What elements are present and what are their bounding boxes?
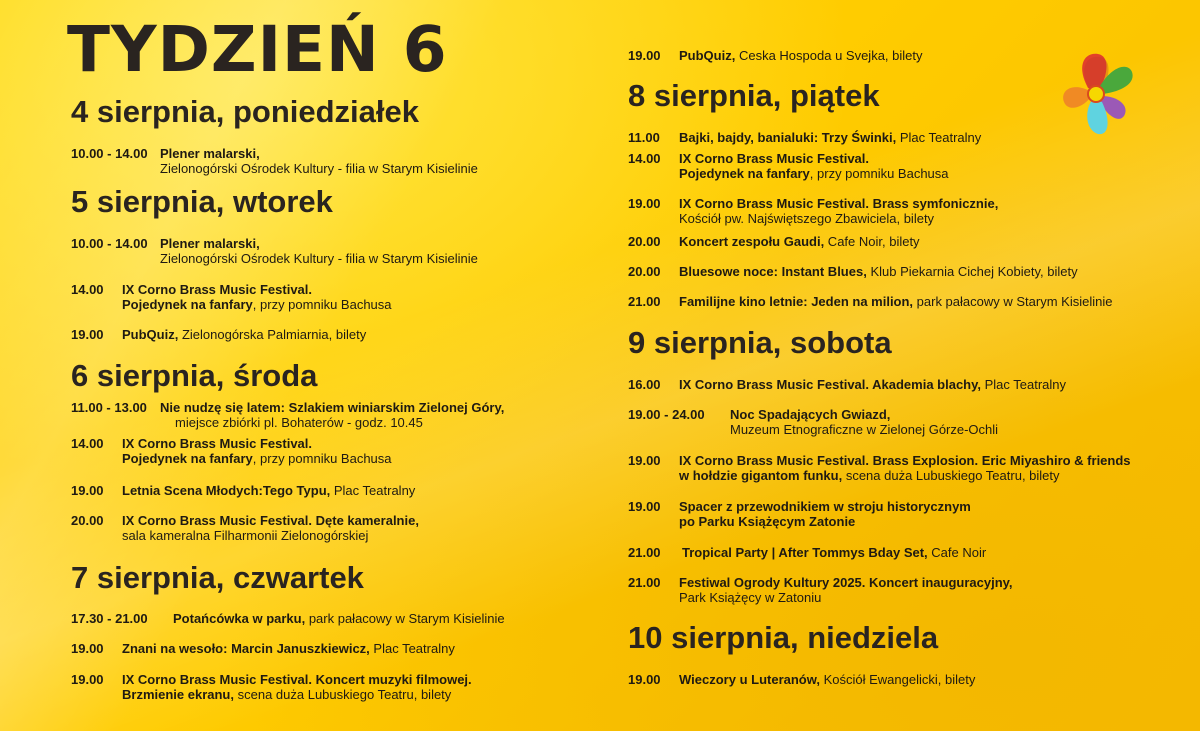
event-subtitle: po Parku Książęcym Zatonie bbox=[679, 514, 856, 529]
day-heading-aug-5: 5 sierpnia, wtorek bbox=[71, 184, 333, 219]
event-time: 14.00 bbox=[71, 282, 104, 297]
event-venue: Zielonogórska Palmiarnia, bilety bbox=[178, 327, 367, 342]
day-heading-aug-9: 9 sierpnia, sobota bbox=[628, 325, 892, 360]
event-time: 16.00 bbox=[628, 377, 661, 392]
event-venue: Plac Teatralny bbox=[981, 377, 1067, 392]
day-heading-aug-6: 6 sierpnia, środa bbox=[71, 358, 318, 393]
event-title: Plener malarski, bbox=[160, 146, 260, 161]
event-venue: Zielonogórski Ośrodek Kultury - filia w Starym Kisielinie bbox=[160, 251, 478, 266]
event-venue: Ceska Hospoda u Svejka, bilety bbox=[735, 48, 923, 63]
event-time: 19.00 bbox=[71, 672, 104, 687]
event-venue: park pałacowy w Starym Kisielinie bbox=[913, 294, 1113, 309]
event-subtitle: Pojedynek na fanfary bbox=[679, 166, 810, 181]
event-time: 19.00 bbox=[71, 327, 104, 342]
event-time: 11.00 - 13.00 bbox=[71, 400, 147, 415]
event-title: Znani na wesoło: Marcin Januszkiewicz, bbox=[122, 641, 370, 656]
event-title: IX Corno Brass Music Festival. bbox=[122, 282, 313, 297]
event-time: 19.00 bbox=[628, 499, 661, 514]
event-title: Plener malarski, bbox=[160, 236, 260, 251]
event-venue: Cafe Noir bbox=[927, 545, 987, 560]
event-time: 11.00 bbox=[628, 130, 660, 145]
day-heading-aug-4: 4 sierpnia, poniedziałek bbox=[71, 94, 420, 129]
event-venue: , przy pomniku Bachusa bbox=[252, 451, 392, 466]
event-time: 20.00 bbox=[71, 513, 104, 528]
event-venue: Zielonogórski Ośrodek Kultury - filia w Starym Kisielinie bbox=[160, 161, 478, 176]
event-subtitle: Brzmienie ekranu, bbox=[122, 687, 234, 702]
page-title: TYDZIEŃ 6 bbox=[67, 13, 448, 86]
event-venue: Kościół Ewangelicki, bilety bbox=[819, 672, 976, 687]
event-venue: miejsce zbiórki pl. Bohaterów - godz. 10.45 bbox=[175, 415, 423, 430]
event-title: IX Corno Brass Music Festival. Akademia blachy, bbox=[679, 377, 981, 392]
event-title: Noc Spadających Gwiazd, bbox=[730, 407, 891, 422]
event-time: 17.30 - 21.00 bbox=[71, 611, 148, 626]
event-title: IX Corno Brass Music Festival. bbox=[122, 436, 313, 451]
day-heading-aug-10: 10 sierpnia, niedziela bbox=[628, 620, 939, 655]
event-venue: scena duża Lubuskiego Teatru, bilety bbox=[842, 468, 1060, 483]
event-time: 19.00 bbox=[71, 641, 104, 656]
event-title: PubQuiz, bbox=[679, 48, 736, 63]
event-time: 19.00 bbox=[71, 483, 104, 498]
event-subtitle: Pojedynek na fanfary bbox=[122, 297, 253, 312]
event-time: 10.00 - 14.00 bbox=[71, 236, 148, 251]
event-time: 20.00 bbox=[628, 264, 661, 279]
day-heading-aug-8: 8 sierpnia, piątek bbox=[628, 78, 880, 113]
event-venue: Klub Piekarnia Cichej Kobiety, bilety bbox=[866, 264, 1078, 279]
event-title: Potańcówka w parku, bbox=[173, 611, 306, 626]
event-time: 14.00 bbox=[628, 151, 661, 166]
event-title: Wieczory u Luteranów, bbox=[679, 672, 820, 687]
event-title: IX Corno Brass Music Festival. Brass Explosion. Eric Miyashiro & friends bbox=[679, 453, 1131, 468]
event-time: 19.00 bbox=[628, 196, 661, 211]
event-venue: Plac Teatralny bbox=[330, 483, 416, 498]
event-venue: Plac Teatralny bbox=[896, 130, 982, 145]
event-title: Festiwal Ogrody Kultury 2025. Koncert inauguracyjny, bbox=[679, 575, 1013, 590]
event-title: IX Corno Brass Music Festival. bbox=[679, 151, 870, 166]
event-subtitle: w hołdzie gigantom funku, bbox=[679, 468, 843, 483]
event-time: 19.00 bbox=[628, 48, 661, 63]
event-title: Bluesowe noce: Instant Blues, bbox=[679, 264, 867, 279]
event-time: 19.00 - 24.00 bbox=[628, 407, 705, 422]
day-heading-aug-7: 7 sierpnia, czwartek bbox=[71, 560, 364, 595]
event-time: 19.00 bbox=[628, 672, 661, 687]
event-title: PubQuiz, bbox=[122, 327, 179, 342]
event-time: 10.00 - 14.00 bbox=[71, 146, 148, 161]
event-time: 21.00 bbox=[628, 575, 661, 590]
event-title: Bajki, bajdy, banialuki: Trzy Świnki, bbox=[679, 130, 897, 145]
event-time: 21.00 bbox=[628, 545, 661, 560]
event-time: 14.00 bbox=[71, 436, 104, 451]
event-title: Koncert zespołu Gaudi, bbox=[679, 234, 825, 249]
event-venue: , przy pomniku Bachusa bbox=[252, 297, 392, 312]
event-venue: sala kameralna Filharmonii Zielonogórskiej bbox=[122, 528, 369, 543]
event-venue: Muzeum Etnograficzne w Zielonej Górze-Ochli bbox=[730, 422, 999, 437]
event-title: IX Corno Brass Music Festival. Koncert muzyki filmowej. bbox=[122, 672, 472, 687]
event-venue: Park Książęcy w Zatoniu bbox=[679, 590, 822, 605]
event-venue: , przy pomniku Bachusa bbox=[809, 166, 949, 181]
event-venue: park pałacowy w Starym Kisielinie bbox=[305, 611, 505, 626]
event-title: IX Corno Brass Music Festival. Brass symfonicznie, bbox=[679, 196, 999, 211]
event-venue: scena duża Lubuskiego Teatru, bilety bbox=[234, 687, 452, 702]
event-time: 21.00 bbox=[628, 294, 661, 309]
event-title: Spacer z przewodnikiem w stroju historycznym bbox=[679, 499, 971, 514]
event-time: 20.00 bbox=[628, 234, 661, 249]
event-venue: Cafe Noir, bilety bbox=[824, 234, 920, 249]
flower-logo-icon bbox=[1058, 48, 1134, 140]
event-title: Letnia Scena Młodych:Tego Typu, bbox=[122, 483, 331, 498]
event-title: Familijne kino letnie: Jeden na milion, bbox=[679, 294, 914, 309]
event-title: Nie nudzę się latem: Szlakiem winiarskim Zielonej Góry, bbox=[160, 400, 505, 415]
event-title: IX Corno Brass Music Festival. Dęte kameralnie, bbox=[122, 513, 419, 528]
event-venue: Kościół pw. Najświętszego Zbawiciela, bilety bbox=[679, 211, 935, 226]
event-time: 19.00 bbox=[628, 453, 661, 468]
event-subtitle: Pojedynek na fanfary bbox=[122, 451, 253, 466]
event-title: Tropical Party | After Tommys Bday Set, bbox=[682, 545, 928, 560]
event-venue: Plac Teatralny bbox=[369, 641, 455, 656]
